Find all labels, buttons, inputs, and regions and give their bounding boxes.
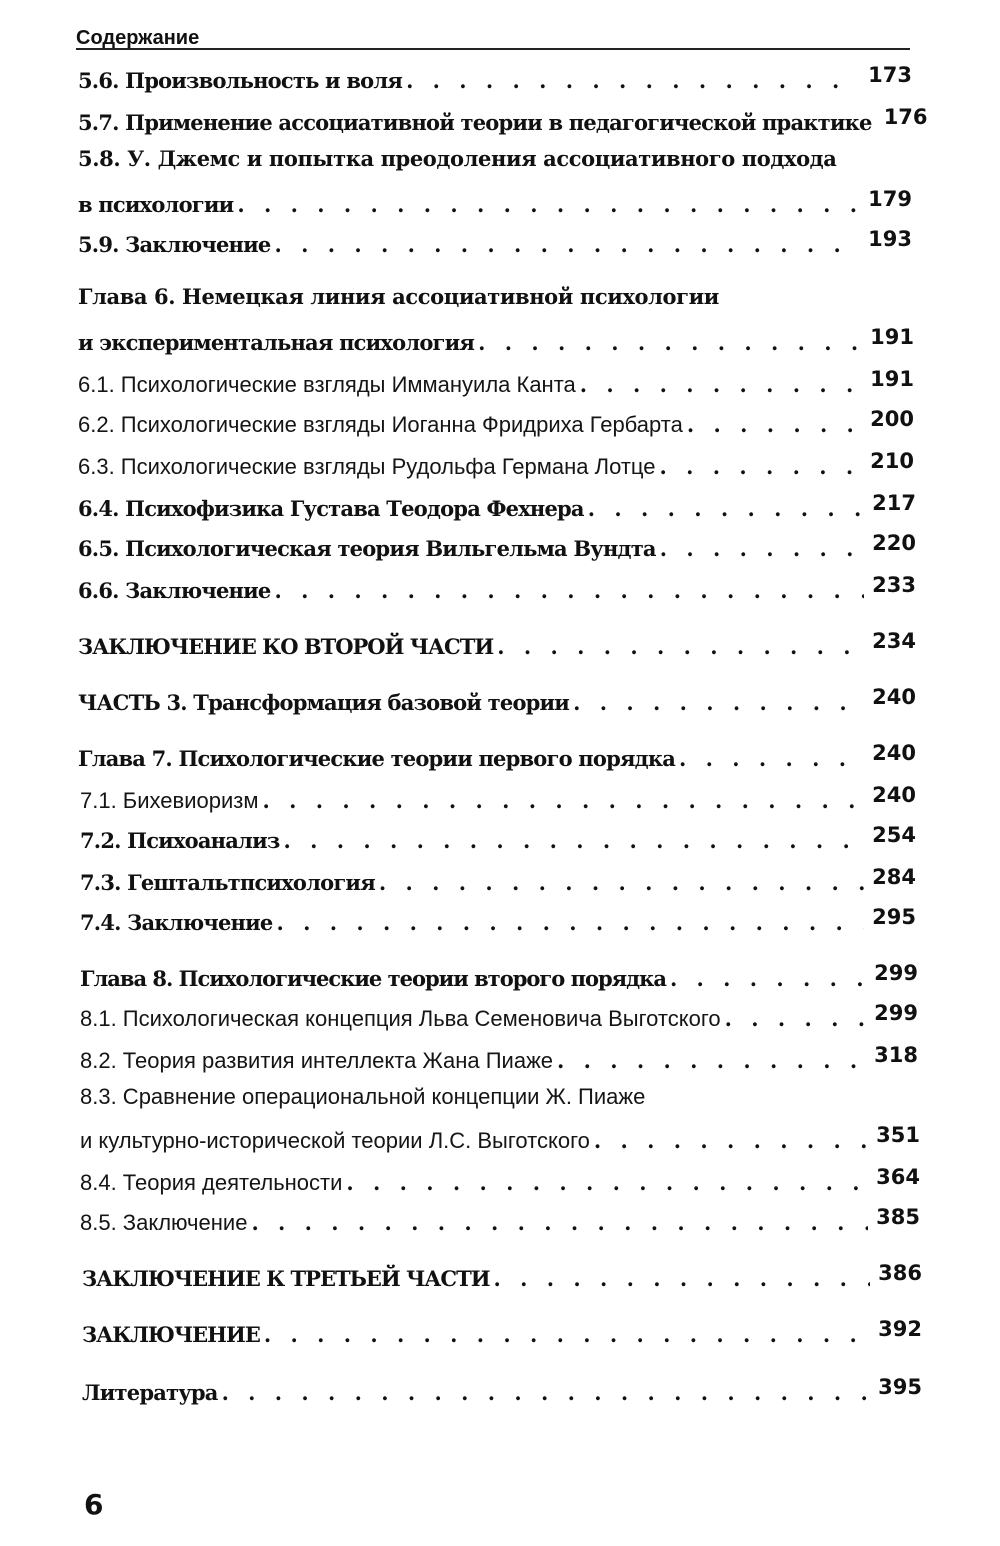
toc-entry-page: 240: [872, 685, 916, 709]
leader-dots: [262, 788, 864, 814]
toc-entry-page: 176: [883, 105, 928, 129]
toc-entry-title: 6.3. Психологические взгляды Рудольфа Германа Лотце: [78, 454, 656, 479]
toc-entry: [78, 572, 916, 604]
leader-dots: [478, 330, 862, 356]
leader-dots: [264, 1322, 870, 1348]
toc-entry-page: 240: [872, 741, 916, 765]
toc-entry-title: 6.6. Заключение: [78, 578, 271, 603]
toc-entry: [78, 104, 928, 136]
toc-entry-page: 220: [872, 531, 916, 555]
toc-entry-page: 217: [872, 491, 916, 515]
leader-dots: [274, 232, 860, 258]
leader-dots: [379, 870, 864, 896]
toc-entry-page: 173: [868, 63, 912, 87]
toc-entry: [80, 1204, 920, 1236]
toc-entry-page: 392: [878, 1317, 922, 1341]
toc-entry-page: 179: [868, 187, 912, 211]
toc-entry: [80, 822, 916, 854]
toc-entry-title-line1: Глава 6. Немецкая линия ассоциативной психологии: [78, 284, 719, 309]
toc-entry-title: ЗАКЛЮЧЕНИЕ К ТРЕТЬЕЙ ЧАСТИ: [82, 1266, 490, 1291]
toc-entry-title: Литература: [82, 1380, 218, 1405]
toc-entry-page: 191: [870, 367, 914, 391]
toc-entry-title: Глава 8. Психологические теории второго порядка: [80, 966, 666, 991]
leader-dots: [660, 536, 864, 562]
toc-entry-title: 5.9. Заключение: [78, 232, 271, 257]
toc-entry: [82, 1260, 922, 1292]
running-head: [76, 28, 910, 50]
toc-entry-page: 210: [870, 449, 914, 473]
leader-dots: [346, 1170, 868, 1196]
toc-entry: [78, 490, 916, 522]
toc-entry: [80, 1122, 920, 1154]
leader-dots: [497, 634, 864, 660]
toc-entry: [82, 1316, 922, 1348]
toc-entry: [80, 1000, 918, 1032]
toc-entry-page: 254: [872, 823, 916, 847]
toc-entry-page: 385: [876, 1205, 920, 1229]
toc-entry-title: 5.7. Применение ассоциативной теории в педагогической практике: [78, 110, 872, 135]
toc-entry-title: 7.2. Психоанализ: [80, 828, 280, 853]
toc-entry-title: 7.3. Гештальтпсихология: [80, 870, 375, 895]
toc-entry-title: ЗАКЛЮЧЕНИЕ: [82, 1322, 260, 1347]
running-head-text: Содержание: [76, 27, 200, 49]
leader-dots: [588, 496, 864, 522]
toc-entry-page: 299: [874, 1001, 918, 1025]
leader-dots: [406, 68, 860, 94]
toc-entry-title: 7.1. Бихевиоризм: [80, 788, 259, 813]
toc-entry: [80, 960, 918, 992]
toc-entry-page: 318: [874, 1043, 918, 1067]
toc-entry: [78, 62, 912, 94]
toc-entry-title: 6.5. Психологическая теория Вильгельма Вундта: [78, 536, 656, 561]
toc-entry-page: 240: [872, 783, 916, 807]
toc-entry: [78, 530, 916, 562]
toc-entry: [78, 186, 912, 218]
leader-dots: [274, 578, 864, 604]
toc-entry-title: Глава 7. Психологические теории первого порядка: [78, 746, 676, 771]
toc-entry-title: в психологии: [78, 192, 234, 217]
leader-dots: [660, 454, 863, 480]
leader-dots: [283, 828, 864, 854]
toc-entry-title: и экспериментальная психология: [78, 330, 475, 355]
leader-dots: [251, 1210, 868, 1236]
leader-dots: [494, 1266, 870, 1292]
toc-entry: [78, 324, 914, 356]
toc-entry-title-line1: 5.8. У. Джемс и попытка преодоления ассоциативного подхода: [78, 146, 837, 171]
leader-dots: [557, 1048, 866, 1074]
toc-entry: [82, 1374, 922, 1406]
toc-entry: [78, 448, 914, 480]
leader-dots: [276, 910, 864, 936]
leader-dots: [573, 690, 864, 716]
toc-entry-page: 299: [874, 961, 918, 985]
toc-entry-title-line1: 8.3. Сравнение операциональной концепции Ж. Пиаже: [80, 1084, 646, 1109]
toc-entry: [80, 782, 916, 814]
toc-entry-page: 351: [876, 1123, 920, 1147]
toc-entry-title: 6.1. Психологические взгляды Иммануила Канта: [78, 372, 576, 397]
toc-entry-title: ЧАСТЬ 3. Трансформация базовой теории: [78, 690, 570, 715]
toc-entry-page: 233: [872, 573, 916, 597]
toc-entry: [78, 628, 916, 660]
leader-dots: [237, 192, 860, 218]
toc-entry: [80, 1164, 920, 1196]
toc-entry-page: 295: [872, 905, 916, 929]
leader-dots: [670, 966, 866, 992]
toc-entry-title: 6.2. Психологические взгляды Иоганна Фридриха Гербарта: [78, 412, 683, 437]
toc-entry-page: 191: [870, 325, 914, 349]
toc-entry-page: 386: [878, 1261, 922, 1285]
toc-entry: [78, 406, 914, 438]
toc-entry-page: 395: [878, 1375, 922, 1399]
leader-dots: [222, 1380, 870, 1406]
toc-entry-page: 234: [872, 629, 916, 653]
toc-entry: [78, 366, 914, 398]
toc-entry-title: 7.4. Заключение: [80, 910, 273, 935]
leader-dots: [725, 1006, 866, 1032]
toc-entry-page: 284: [872, 865, 916, 889]
toc-entry-title: и культурно-исторической теории Л.С. Выготского: [80, 1128, 590, 1153]
page-number: 6: [84, 1488, 104, 1521]
toc-entry: [80, 904, 916, 936]
toc-entry-title: 8.4. Теория деятельности: [80, 1170, 343, 1195]
toc-entry-title: 8.1. Психологическая концепция Льва Семеновича Выготского: [80, 1006, 721, 1031]
leader-dots: [580, 372, 862, 398]
toc-entry-page: 200: [870, 407, 914, 431]
toc-entry-title: 8.2. Теория развития интеллекта Жана Пиаже: [80, 1048, 554, 1073]
toc-entry: [80, 864, 916, 896]
toc-entry-page: 193: [868, 227, 912, 251]
toc-entry-page: 364: [876, 1165, 920, 1189]
toc-entry-title: 5.6. Произвольность и воля: [78, 68, 403, 93]
toc-entry: [80, 1042, 918, 1074]
toc-entry: [78, 740, 916, 772]
leader-dots: [594, 1128, 868, 1154]
toc-entry: [78, 226, 912, 258]
toc-entry-title: 8.5. Заключение: [80, 1210, 248, 1235]
toc-entry-title: 6.4. Психофизика Густава Теодора Фехнера: [78, 496, 584, 521]
toc-entry: [78, 684, 916, 716]
leader-dots: [687, 412, 862, 438]
leader-dots: [679, 746, 864, 772]
toc-entry-title: ЗАКЛЮЧЕНИЕ КО ВТОРОЙ ЧАСТИ: [78, 634, 494, 659]
